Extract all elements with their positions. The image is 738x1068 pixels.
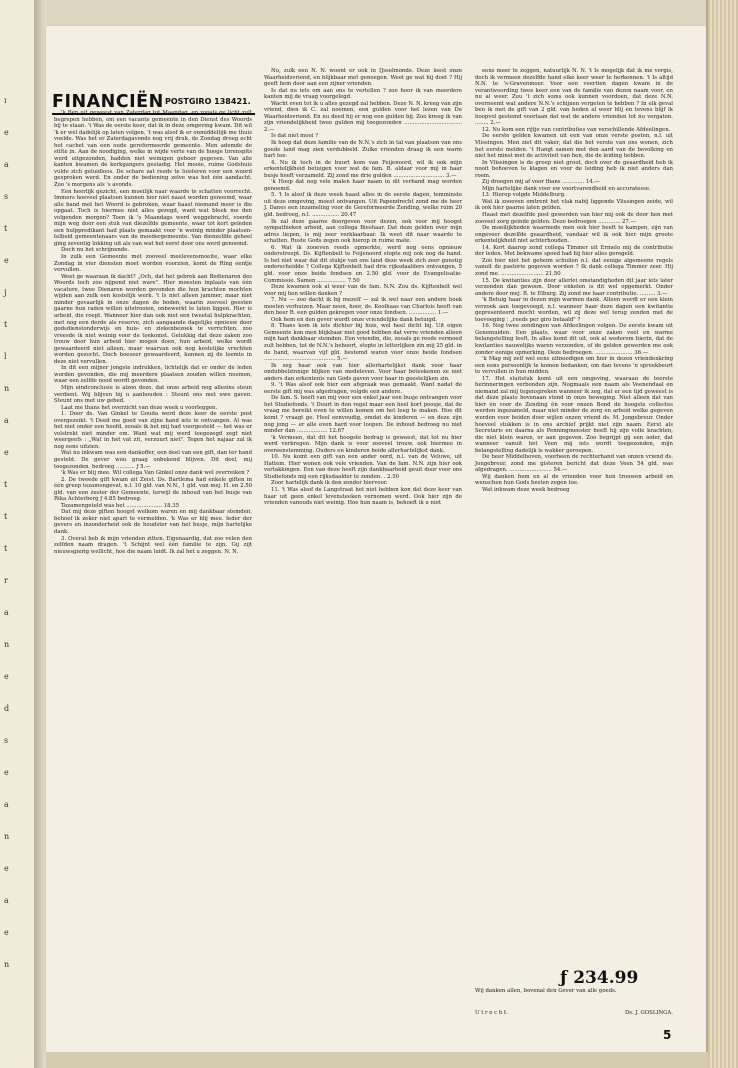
paragraph: 13. Hierop volgde Middelburg. [482, 192, 566, 199]
paragraph: Weet ge waaraan ik dacht? „Och, dat het gebrek aan Bedienaren des Woords toch zoo nijpend niet ware". Hier moesten inplaats van één vacature, twee Dienaren worden gevonden die hun krachten mochten wijden aan zulk een kostelijk werk. 't Is niet alleen jammer, maar niet minder gevaarlijk in onze dagen de boden, waarin zooveel geesten gaarne hun raden willen uitstrooien, onbewerkt te laten liggen. Hier is arbeid, die roept. Wanneer hier dan ook niet een tweetal hulpkrachten, met nog een derde als reserve, zich aangaande dagelijks opnieuw door godsdienstonderwijs en huis- en ziekenbezoek te verrichten, zoo vreesde ik niet weinig voor de toekomst. Gelukkig dat deze zaken zoo trouw door hun arbeid hier mogen doen, hun arbeid, welke wordt gewaardeerd niet alleen, maar waarvan ook nog kostelijke vruchten worden gezocht. Doch boeseer gewaardeerd, kunnen zij de leemte in deze niet vervullen. [54, 273, 252, 365]
paragraph: Laat me thans het overzicht van deze week u voorleggen. [61, 404, 218, 411]
paragraph: 'k Ben uit geweest van Zaterdag tot Maandag, en zooals ge licht zult begrepen hebben, om een vacante gemeente in den Dienst des Woords bij te staan. 't Was de eerste keer, dat ik in deze omgeving kwam. Dit wil 'k er wel dadelijk op laten volgen, 't was alsof ik er onmiddellijk me thuis voelde. Was het er Zaterdagavonds nog vrij druk, de Zondag droeg echt het cachet van een oude gereformeerde gemeente. Men ademde de stilte in. Aan de noodiging, welke in wijde verte van de hooge torenspits werd uitgezonden, hadden niet weinigen gehoor gegeven. Van alle kanten kwamen de kerkgangers gestadig. Het mooie, ruime Godshuis vulde zich geluidloos. De schare zat reeds te luisteren voor een woord gesproken werd. En onder de bediening zelve was het één aandacht. Zoo 's morgens als 's avonds. [54, 110, 252, 189]
margin-glyph: t [4, 544, 8, 553]
paragraph: 3. Overal heb ik mijn vrienden zitten. Eigenaardig, dat zoo velen den zelfden naam dragen. 't Schijnt wel één familie te zijn. Gij zijt nieuwsgierig wellicht, hoe die naam luidt. Ik zal het u zeggen. N. N. [54, 535, 252, 555]
signature-line [475, 1010, 673, 1016]
margin-glyph: l [4, 352, 7, 361]
margin-glyph: a [4, 800, 9, 809]
paragraph: 12. Nu kom een rijtje van contributies van verschillende Afdeelingen. [482, 126, 671, 133]
paragraph: 'k Was er blij mee. Wil collega Van Ginkel onze dank wel overreiken ? [61, 470, 250, 477]
paragraph: 16. Nog twee zendingen van Afdeelingen volgen. De eerste kwam uit Genemuiden. Een plaats, waar voor onze zaken veel en warme belangstelling leeft. In alles komt dit uit, ook al wederom hierin, dat de kwitanties nauwelijks waren verzonden, of de gelden gewerden me ook zonder eenige opmerking. Deze bedroegen. ...................... 36.— [475, 323, 673, 356]
signature-place: U t r e c h t. [475, 1010, 508, 1016]
margin-glyph: e [4, 448, 9, 457]
margin-glyph: s [4, 192, 9, 201]
margin-glyph: j [4, 288, 7, 297]
margin-glyph: e [4, 128, 9, 137]
margin-glyph: t [4, 480, 8, 489]
paragraph: Mijn eindconclusie is alzoo deze, dat onze arbeid nog allesins steun verdient. Wij blijven bij u aanhouden : Steunt ons met uwe gaven. Steunt ons met uw gebed. [54, 384, 252, 405]
paragraph: 'k Vermeen, dat dit het hoogste bedrag is geweest, dat tot nu hier werd verkregen. Mijn dank is voor zooveel trouw, ook hiermee in overeenstemming. Ouders en kinderen beide allerhartelijkst dank. [264, 434, 462, 454]
paragraph: 'k Mag mij zelf wel eens uitnoodigen om hier in dezen vriendenkring een eens persoonlijk te komen bedanken, om dan tevens 'n spreekbeurt te vervullen in hun midden. [475, 356, 673, 376]
text-column-2 [264, 68, 462, 507]
paragraph: Ook hem en den gever wordt onze vriendelijke dank betuigd. [271, 316, 437, 323]
paragraph: eens meer te zeggen, natuurlijk N. N. 't Is mogelijk dat ik me vergis, doch ik vermeen dezelfde hand elke keer weer te herkennen. 't Is altijd N.N. te 's-Gravenmoer. Voor een veertien dagen kwam in de verantwoording twee keer een van de familie van dezen naam voor, en nu al weer. Zou 't zich soms ook kunnen voordoen, dat deze N.N. overneemt wat andere N.N.'s schijnen vergeten te hebben ? In elk geval ben ik met de gift van 2 gld. van heden al weer blij en tevens blijf ik hoopvol gestemd voortaan dat wat de andere vrienden tot nu vergaten. ........ 2.— [475, 68, 673, 127]
margin-glyph: e [4, 768, 9, 777]
paragraph: 'k Hoop dat nog vele malen haar naam in dit verband mag worden genoemd. [264, 179, 462, 192]
paragraph: Is dat nu iets om aan ons te vertellen ? zoo hoor ik van meerdere kanten mij de vraag voorgelegd. [264, 87, 462, 101]
paragraph: De fam. S. heeft van mij voor een enkel jaar een busje ontvangen voor het Studiefonds. 't Duurt in den regel maar een heel kort poosje, dat de vraag me bereikt even te willen komen om het leeg te maken. Hoe dit komt ? vraagt ge. Heel eenvoudig, omdat de kinderen — en deze zijn nog jong — er alle even hard voor loopen. De inhoud bedroeg nu niet minder dan .................. 12.67 [264, 395, 462, 435]
paragraph: Een heerlijk gezicht, een moeilijk naar waarde te schatten voorrecht. Immers hoeveel plaatsen kunnen hier niet naast worden genoemd, waar alle band met het Woord is gebroken, waar haast niemand meer is die opgaat. Toch is hiermee niet alles gezegd, want wat bleek me den volgenden morgen? Toen ik 's Maandags werd weggebracht, voerde mijn weg door een stuk van diezelfde gemeente, waar tot kort geleden een hulppredikant had plaats gemaakt voor 'n weinig minder plaatsen-telbeid gemeentenaars van de moedergemeente. Van dienzelfde geheel ging zeventig lokking uit als van wat het eerst door ons werd genoemd. [54, 188, 252, 247]
paragraph: Wat nu inkwam was een dankoffer, een deel van een gift, dan ter hand gesteld. De gever wou graag onbekend blijven. Dit deel, mij toegezonden, bedroeg ........... ƒ 5.— [54, 450, 252, 470]
paragraph: Zij droegen mij af voor thans ............. 14.— [482, 179, 600, 186]
margin-glyph: a [4, 416, 9, 425]
text-column-1 [54, 110, 252, 555]
margin-glyph: e [4, 672, 9, 681]
weekly-total: ƒ 234.99 [560, 968, 639, 988]
paragraph: De heer Middelhoven, voorheen de rechterhand van onzen vriend ds. Jongebreur, zond me gisteren bericht dat deze Veen 54 gld. was afgedragen. ......................... 54.— [475, 454, 673, 474]
paragraph: 11. 't Was alsof de Langstraat het niet hebben kon dat deze keer van haar uit geen enkel levensteeken vernomen werd. Ook hier zijn de vrienden vanouds niet weinig. Hoe hun naam is, behoeft ik u niet [264, 487, 462, 507]
paragraph: Doch nu het schrijnende. [61, 247, 130, 254]
paragraph: 14. Kort daarop zond collega Timmer uit Ermelo mij de contributie der leden. Met bekwame spoed had hij hier alles geregeld. [475, 244, 673, 258]
margin-glyph: n [4, 832, 10, 841]
paragraph: Wat ik zooeven omtrent het vlak nabij liggende Vlissingen zeide, wil ik ook hier gaarne laten gelden. [475, 198, 673, 212]
binding-gutter [34, 0, 46, 1068]
signature-name: Ds. J. GOSLINGA. [624, 1010, 673, 1016]
scan-bottom-border [46, 1052, 708, 1068]
margin-glyph: n [4, 384, 10, 393]
previous-page-edge [0, 0, 36, 1068]
paragraph: 9. 't Was alsof ook hier een afspraak was gemaakt. Want nadat de eerste gift mij was afgedragen, volgde een andere. [264, 382, 462, 395]
paragraph: De eerste gelden kwamen uit een van onze verste posten, n.l. uit Vlissingen. Men ziet dit vaker, dat die het verste van ons wonen, zich het eerste melden. 't Hangt samen met den aard van de bevolking en niet het minst met de activiteit van hen, die de leiding hebben. [475, 133, 673, 160]
paragraph: Ik hoop dat deze familie van de N.N.'s zich in tal van plaatsen van ons goede land mag zien verdubbeld. Zulke vrienden draag ik een warm hart toe. [264, 140, 462, 160]
paragraph: Zoor hartelijk dank ik den zender hiervoor. [271, 480, 388, 487]
paragraph: 15. De kwitanties zijn door allerlei omstandigheden dit jaar iets later verzonden dan gewoon. Door enkelen is dit wel opgemerkt. Onder andere door mej. B. te Elburg. Zij zond me haar contributie. ......... 3.— [475, 277, 673, 297]
postgiro-number: POSTGIRO 138421. [165, 97, 251, 106]
paragraph: Deze kwamen ook al weer van de fam. N.N. Zou ds. Kijftenbelt wel voor mij hen willen danken ? [264, 284, 462, 297]
margin-glyph: n [4, 960, 10, 969]
paragraph: Tezamengeteld was het ..................... 18.35 [61, 502, 180, 509]
paragraph: In dit een mijner jongste indrukken, lichtelijk dat er onder de leden worden gevonden, die mij meerdere plaatsen zouden willen noemen, waar een zelfde nood wordt gevonden. [54, 365, 252, 385]
page-stack-edge [706, 0, 738, 1068]
paragraph: 4. Nu ik toch in de buurt kom van Feijenoord, wil ik ook mijn erkentelijkheid betuigen voor wat de fam. B. aldaar voor mij in haar busje heeft verzameld. Zij zond me drie gulden .............................. 3.— [264, 159, 462, 179]
margin-glyph: ı [4, 96, 7, 105]
paragraph: Mijn hartelijke dank voor uw voortvarendheid en accuratesse. [482, 185, 651, 192]
paragraph: In Vlissingen is de groep niet groot, doch over de geaardheid heb ik nooit behoeven te klagen en voor de leiding heb ik niet anders dan roem. [475, 159, 673, 179]
paragraph: 6. Wat ik zooeven reeds opmerkte, werd nog eens opnieuw onderstreept. Ds. Kijftenbelt te Feijenoord stopte mij ook nog de hand. Is het niet waar dat dit stukje van ons land deze week zich zeer gunstig onderscheidde ? Collega Kijftenbelt had drie rijksdaalders ontvangen, 5 gld. voor onze beide fondsen en 2.50 gld. voor de Evangelisatie-Commissie. Samen ................. 7.50 [264, 244, 462, 284]
paragraph: Nu, zulk een N. N. woont er ook in IJsselmonde. Deze leest onze Waarheidsvriend, en blijkbaar met genoegen. Weet ge wat hij doet ? Hij geeft hem door aan een zijner vrienden. [264, 68, 462, 88]
paragraph: 10. Nu komt een gift van een ander oord, n.l. van de Veluwe, uit Hattem. Hier wonen ook vele vrienden. Van de fam. N.N. zijn hier ook vertakkingen. Een van deze heeft zijn dankbaarheid geuit door voor ons Studiefonds mij een rijksdaalder te zenden. . 2.50 [264, 454, 462, 480]
paragraph: 7. Nu — zoo dacht ik bij mezelf — zal ik wel naar een andere hoek moeten verhuizen. Maar neen, hoor, ds. Koolhaas van Charlois heeft van den heer R. een gulden gekregen voor onze fondsen. ................ 1.— [264, 297, 462, 317]
paragraph: 2. De tweede gift kwam uit Zeist. Ds. Bartlema had enkele giften in één greep tezamengevat, n.l. 10 gld. van N.N., 1 gld. van mej. H. en 2.50 gld. van een zuster der Gemeente, terwijl de inhoud van het busje van Rika Achterberg ƒ 4.85 bedroeg. [54, 476, 252, 503]
paragraph: Is dat niet mooi ? [271, 133, 318, 140]
paragraph: Ik zeg haar ook van hier allerhartelijkst dank voor haar ondubbelzinnige blijken van medeleven. Voor haar beteekenen ze niet anders dan erkentenis van Gods gaven voor haar in geestelijken zin. [264, 362, 462, 382]
paragraph: Zoo hier niet het geheim schuilen n.l. dat eenige algemeene regels vanuit de pastorie gegeven worden ? Ik dank collega Timmer zeer. Hij zond me. ......................... 21.50 [475, 257, 673, 277]
margin-glyph: a [4, 896, 9, 905]
text-column-3 [475, 68, 673, 494]
page-number: 5 [663, 1028, 672, 1042]
paragraph: 'k Betuig haar in dezen mijn warmen dank. Alleen wordt er een klein verzoek aan toegevoegd, n.l. wanneer haar deze dagen een kwitantie gepresenteerd mocht worden, wil zij deze wel terug zenden met de toevoeging : „reeds per giro betaald" ? [475, 297, 673, 323]
margin-glyph: t [4, 320, 8, 329]
paragraph: Wat inkwam deze week bedroeg [482, 487, 570, 493]
paragraph: Wacht even tot ik u alles gezegd zal hebben. Deze N. N. kreeg van zijn vriend, dien ik C. zal noemen, een gulden voor het lezen van De Waarheidsvriend. En nu deed hij er nog een gulden bij. Zoo kreeg ik van zijn vriendelijkheid twee gulden mij toegezonden .................................. 2.— [264, 100, 462, 133]
margin-glyph: s [4, 736, 9, 745]
scan-top-border [0, 0, 738, 26]
paragraph: 5. 't Is alsof ik deze week haast alles in de eerste dagen, temminste uit deze omgeving, moest ontvangen. Uit Papendrecht zond me de heer J. Danes een inzameling voor de Gereformeerde Zending, welke ruim 20 gld. bedroeg, n.l. ................ 20.47 [264, 192, 462, 219]
paragraph: Ik zal deze gaarne doorgeven voor dezen, ook voor mij hoogst sympathieken arbeid, aan collega Bieshaar. Dat deze gelden over mijn adres liepen, is mij zeer verklaarbaar. Ik weet dit naar waarde te schatten. Ruste Gods zegen ook hierop in ruime mate. [264, 218, 462, 245]
margin-glyph: a [4, 160, 9, 169]
margin-glyph: t [4, 224, 8, 233]
closing-thanks: Wij danken allen, bovenal den Gever van alle goeds. [475, 988, 617, 994]
paragraph: 8. Thans kom ik iets dichter bij huis, wel heel dicht bij. Uit eigen Gemeente kon men blijkbaar niet goed hebben dat verre vrienden alleen mijn hart dankbaar stemden. Een vriendin, die, zooals ge reeds vermoed zult hebben, tot de N.N.'s behoort, stopte in letterlijken zin mij 25 gld. in de hand, waarvan vijf gld. bestemd waren voor onze beide fondsen .......................................... 5.— [264, 323, 462, 363]
paragraph: Dat mij deze giften hoogst welkom waren en mij dankbaar stemden, behoef ik zeker niet apart te vermelden. 'k Was er blij mee. Ieder der gevers en inzonderheid ook de houdster van het busje, mijn hartelijke dank. [54, 509, 252, 535]
section-title: FINANCIËN [52, 92, 164, 112]
paragraph: 1. Door ds. Van Ginkel te Gouda werd deze keer de eerste post overgezeikt. 't Deed me goed van zijne hand iets te ontvangen. Al was het niet onder een hoofd, zooals ik het mij had voorgesteld — het was er volstrekt niet minder om. Want wat mij werd toegezegd zegt niet weergeefs : „Wat in het vat zit, verzuurt niet". Tegen het najaar zal ik nog eens uitzien. [54, 411, 252, 450]
margin-glyph: r [4, 576, 8, 585]
paragraph: In zulk een Gemeente met zooveel meelevensmoeite, waar elke Zondag in vier diensten moet worden voorzien, komt de Ring eentje vervullen. [54, 254, 252, 274]
margin-glyph: e [4, 256, 9, 265]
margin-glyph: e [4, 864, 9, 873]
margin-glyph: t [4, 512, 8, 521]
margin-glyph: e [4, 928, 9, 937]
paragraph: De moeilijkheden waarmede men ook hier heeft te kampen, zijn van ongeveer dezelfde geaardheid, vandaar wil ik ook hier mijn groote erkentelijkheid niet achterhouden. [475, 225, 673, 245]
margin-glyph: a [4, 608, 9, 617]
paragraph: 17. Het sluitstuk komt uit een omgeving, waaraan de teerste herinneringen verbonden zijn. Nogmaals een naam als Veenendaal en niemand zal mij tegenspreken wanneer ik zeg, dat er een tijd geweest is dat deze plaats bovenaan stond in onze beweging. Niet alleen dat van hier én voor de Zending én voor onzen Bond de hoogste collectes werden ingezameld, maar niet minder de zorg en arbeid welke gegeven werden voor beiden door wijlen onzen vriend ds. M. Jongebreur. Onder hoeveel stukken is in ons archief prijkt niet zijn naam. Eerst als Secretaris en daarna als Penningmeester heeft hij zijn volle krachten, die niet klein waren, er aan gegeven. Zoo begrijpt gij een ieder, dat wanneer vanuit het Veen mij iets wordt toegezonden, mijn belangstelling dadelijk is wakker geroepen. [475, 375, 673, 454]
paragraph: Haast met dezelfde post gewerden van hier mij ook de door hen met zooveel zorg geinde gelden. Deze bedroegen ............. 27.— [475, 212, 673, 225]
paragraph: Wij danken hem en al de vrienden voor hun trouwen arbeid en wenschen hun Gods besten zegen toe. [475, 473, 673, 487]
margin-glyph: d [4, 704, 10, 713]
margin-glyph: n [4, 640, 10, 649]
